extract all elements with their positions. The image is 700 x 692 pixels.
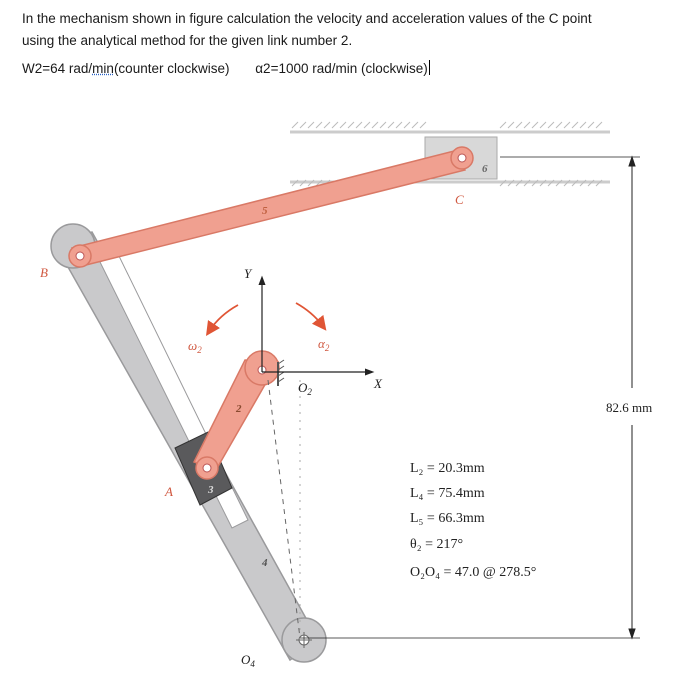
param-L5: L₅ = 66.3mm	[410, 511, 485, 526]
label-A: A	[165, 484, 173, 499]
param-L4: L₄ = 75.4mm	[410, 486, 485, 501]
label-O4: $O_4$	[241, 652, 255, 669]
coordinate-axes	[262, 278, 372, 372]
o2-ground-support	[278, 360, 284, 386]
label-Y: Y	[244, 266, 252, 281]
question-line-1: In the mechanism shown in figure calculation the velocity and acceleration values of the C point	[22, 11, 592, 26]
link-5	[69, 147, 473, 267]
label-link-5: 5	[262, 205, 268, 217]
param-theta2: θ₂ = 217°	[410, 537, 464, 552]
label-link-4: 4	[262, 557, 268, 569]
label-C: C	[455, 192, 464, 207]
question-line-2: using the analytical method for the given link number 2.	[22, 33, 353, 48]
omega2-arrow-icon	[210, 305, 238, 330]
label-O2: $O_2$	[298, 380, 312, 397]
label-link-2: 2	[236, 403, 242, 415]
label-X: X	[374, 376, 382, 391]
omega2-value: W2=64 rad/min(counter clockwise)	[22, 61, 230, 76]
label-link-6: 6	[482, 163, 488, 175]
dimension-label: 82.6 mm	[606, 400, 653, 415]
alpha2-value: α2=1000 rad/min (clockwise)	[255, 61, 428, 76]
label-omega2: $\omega_2$	[188, 338, 202, 355]
link-2	[194, 351, 279, 479]
param-O2O4: O₂O₄ = 47.0 @ 278.5°	[410, 565, 537, 580]
label-alpha2: $\alpha_2$	[318, 336, 330, 353]
label-link-3: 3	[208, 484, 214, 496]
alpha2-arrow-icon	[296, 303, 322, 325]
param-L2: L₂ = 20.3mm	[410, 461, 485, 476]
parameter-list	[410, 461, 536, 580]
label-B: B	[40, 265, 48, 280]
